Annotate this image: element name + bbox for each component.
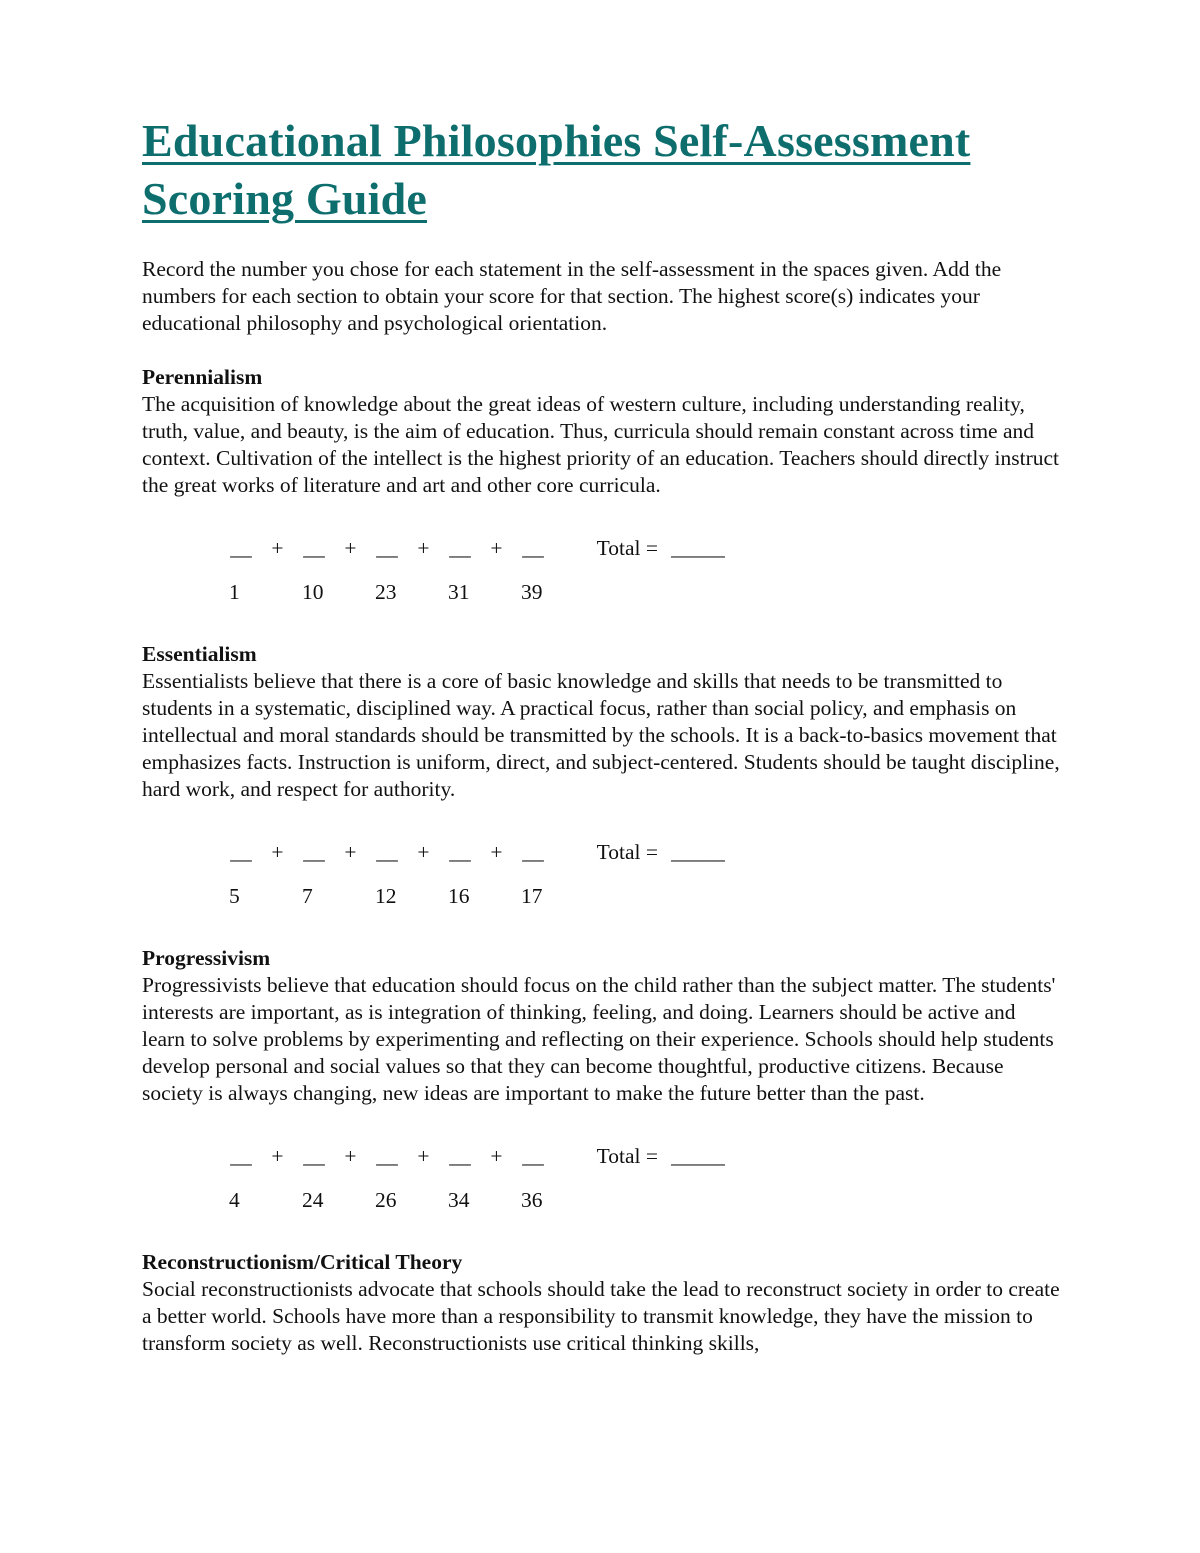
score-blank[interactable]: __ <box>376 1143 398 1168</box>
score-blank[interactable]: __ <box>230 839 252 864</box>
score-blank[interactable]: __ <box>376 839 398 864</box>
item-number: 31 <box>448 579 470 604</box>
item-numbers-row <box>226 570 1062 614</box>
total-label: Total = <box>596 535 658 560</box>
section-heading: Progressivism <box>142 946 271 970</box>
score-block <box>142 1134 1062 1222</box>
total-blank[interactable]: _____ <box>671 839 725 864</box>
score-blank[interactable]: __ <box>303 839 325 864</box>
plus-sign: + <box>490 839 503 864</box>
score-blank[interactable]: __ <box>522 1143 544 1168</box>
section-description: The acquisition of knowledge about the great ideas of western culture, including understanding reality, truth, value, and beauty, is the aim of education. Thus, curricula should remain constant across time and context. Cultivation of the intellect is the highest priority of an education. Teachers should directly instruct the great works of literature and art and other core curricula. <box>142 392 1059 497</box>
item-number: 24 <box>302 1187 324 1212</box>
item-numbers-row <box>226 874 1062 918</box>
item-number: 16 <box>448 883 470 908</box>
section-perennialism <box>142 364 1062 614</box>
section-description: Essentialists believe that there is a core of basic knowledge and skills that needs to be transmitted to students in a systematic, disciplined way. A practical focus, rather than social policy, and emphasis on intellectual and moral standards should be transmitted by the schools. It is a back-to-basics movement that emphasizes facts. Instruction is uniform, direct, and subject-centered. Students should be taught discipline, hard work, and respect for authority. <box>142 669 1060 801</box>
score-block <box>142 830 1062 918</box>
document-title <box>142 112 1062 228</box>
item-numbers-row <box>226 1178 1062 1222</box>
item-number: 12 <box>375 883 397 908</box>
score-blank[interactable]: __ <box>230 1143 252 1168</box>
score-blanks-row <box>226 1134 1062 1178</box>
score-blank[interactable]: __ <box>522 535 544 560</box>
section-progressivism <box>142 945 1062 1222</box>
score-blanks-row <box>226 830 1062 874</box>
plus-sign: + <box>344 535 357 560</box>
score-blank[interactable]: __ <box>522 839 544 864</box>
plus-sign: + <box>417 1143 430 1168</box>
item-number: 1 <box>229 579 240 604</box>
plus-sign: + <box>490 535 503 560</box>
score-blank[interactable]: __ <box>303 1143 325 1168</box>
item-number: 26 <box>375 1187 397 1212</box>
plus-sign: + <box>271 839 284 864</box>
item-number: 4 <box>229 1187 240 1212</box>
plus-sign: + <box>271 1143 284 1168</box>
score-blank[interactable]: __ <box>449 535 471 560</box>
document-page <box>142 112 1062 1357</box>
total-blank[interactable]: _____ <box>671 535 725 560</box>
total-label: Total = <box>596 839 658 864</box>
plus-sign: + <box>417 535 430 560</box>
score-blank[interactable]: __ <box>376 535 398 560</box>
plus-sign: + <box>344 1143 357 1168</box>
item-number: 17 <box>521 883 543 908</box>
total-blank[interactable]: _____ <box>671 1143 725 1168</box>
plus-sign: + <box>417 839 430 864</box>
section-heading: Reconstructionism/Critical Theory <box>142 1250 463 1274</box>
item-number: 7 <box>302 883 313 908</box>
section-reconstructionism <box>142 1249 1062 1357</box>
item-number: 10 <box>302 579 324 604</box>
item-number: 5 <box>229 883 240 908</box>
section-description: Progressivists believe that education should focus on the child rather than the subject matter. The students' interests are important, as is integration of thinking, feeling, and doing. Learners should be active and learn to solve problems by experimenting and reflecting on their experience. Schools should help students develop personal and social values so that they can become thoughtful, productive citizens. Because society is always changing, new ideas are important to make the future better than the past. <box>142 973 1056 1105</box>
total-label: Total = <box>596 1143 658 1168</box>
plus-sign: + <box>271 535 284 560</box>
plus-sign: + <box>344 839 357 864</box>
score-blank[interactable]: __ <box>449 1143 471 1168</box>
score-block <box>142 526 1062 614</box>
item-number: 36 <box>521 1187 543 1212</box>
section-description: Social reconstructionists advocate that schools should take the lead to reconstruct society in order to create a better world. Schools have more than a responsibility to transmit knowledge, they have the mission to transform society as well. Reconstructionists use critical thinking skills, <box>142 1277 1060 1355</box>
score-blank[interactable]: __ <box>303 535 325 560</box>
title-line-1: Educational Philosophies Self-Assessment <box>142 115 971 166</box>
title-line-2: Scoring Guide <box>142 173 428 224</box>
score-blank[interactable]: __ <box>230 535 252 560</box>
item-number: 39 <box>521 579 543 604</box>
score-blanks-row <box>226 526 1062 570</box>
item-number: 23 <box>375 579 397 604</box>
score-blank[interactable]: __ <box>449 839 471 864</box>
section-heading: Essentialism <box>142 642 257 666</box>
plus-sign: + <box>490 1143 503 1168</box>
intro-paragraph: Record the number you chose for each statement in the self-assessment in the spaces given. Add the numbers for each section to obtain your score for that section. The highest score(s) indicates your educational philosophy and psychological orientation. <box>142 257 1002 335</box>
section-heading: Perennialism <box>142 365 263 389</box>
section-essentialism <box>142 641 1062 918</box>
item-number: 34 <box>448 1187 470 1212</box>
